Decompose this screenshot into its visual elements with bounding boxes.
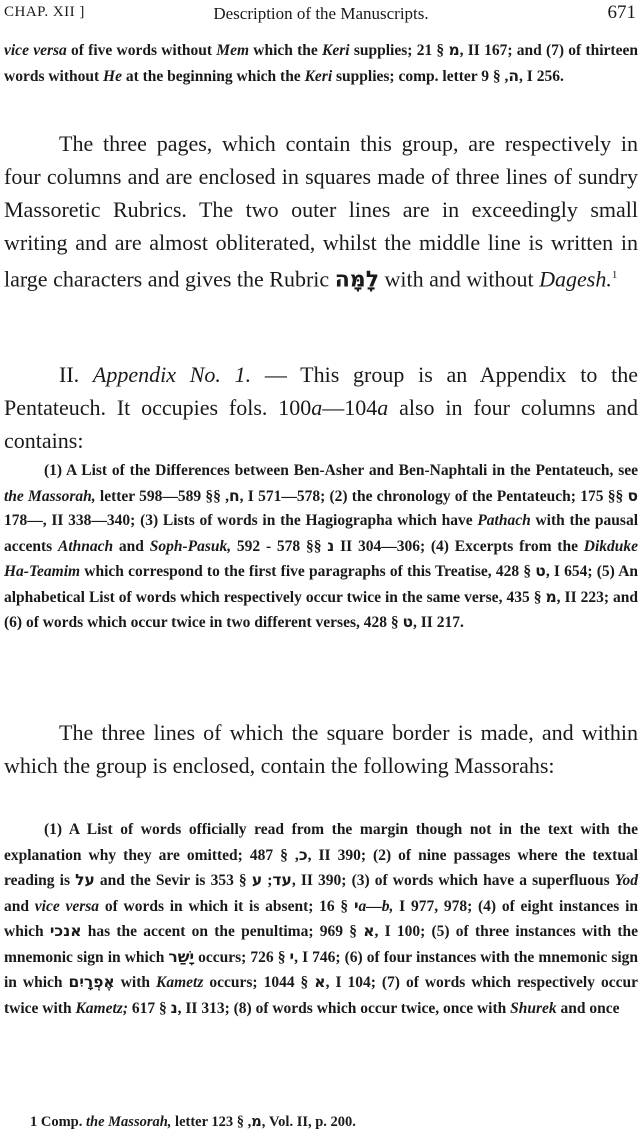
- running-title: Description of the Manuscripts.: [213, 4, 429, 23]
- paragraph-continuation: vice versa of five words without Mem which the Keri supplies; מ § 21, II 167; and (7) of thirteen words without He at the beginning which the Keri supplies; comp. letter ה, § 9, I 256.: [4, 41, 638, 85]
- paragraph-border-lines: The three lines of which the square border is made, and within which the group is enclosed, contain the following Massorahs:: [4, 720, 638, 778]
- paragraph-appendix-list: (1) A List of the Differences between Ben-Asher and Ben-Naphtali in the Pentateuch, see the Massorah, letter ח, §§ 589—598, I 571—578; (2) the chronology of the Pentateuch; ס §§ 175—178, II 338—340; (3) Lists of words in the Hagiographa which have Pathach with the pausal accents Athnach and Soph-Pasuk, נ §§ 578 - 592 II 304—306; (4) Excerpts from the Dikduke Ha-Teamim which correspond to the first five paragraphs of this Treatise, ט § 428, I 654; (5) An alphabetical List of words which respectively occur twice in the same verse, מ § 435, II 223; and (6) of words which occur twice in two different verses, ט § 428, II 217.: [4, 462, 639, 631]
- chapter-label: CHAP. XII ]: [4, 4, 85, 20]
- footnote: 1 Comp. the Massorah, letter מ, § 123, Vol. II, p. 200.: [30, 1114, 356, 1130]
- running-header: [4, 2, 638, 26]
- footnote-ref: 1: [611, 269, 618, 281]
- paragraph-massorah-list: (1) A List of words officially read from the margin though not in the text with the explanation why they are omitted; כ, § 487, II 390; (2) of nine passages where the textual reading is על and the Sevir is עד; ע § 353, II 390; (3) of words which have a superfluous Yod and vice versa of words in which it is absent; י § 16 a—b, I 977, 978; (4) of eight instances in which אנכי has the accent on the penultima; א § 969, I 100; (5) of three instances with the mnemonic sign in which יָשַׁר occurs; י § 726, I 746; (6) of four instances with the mnemonic sign in which אֶפְרָיִם with Kametz occurs; א § 1044, I 104; (7) of words which respectively occur twice with Kametz; נ § 617, II 313; (8) of words which occur twice, once with Shurek and once: [4, 821, 639, 1017]
- paragraph-appendix: II. Appendix No. 1. — This group is an Appendix to the Pentateuch. It occupies fols. 100a—104a also in four columns and contains:: [4, 362, 638, 453]
- paragraph-three-pages: The three pages, which contain this group, are respectively in four columns and are enclosed in squares made of three lines of sundry Massoretic Rubrics. The two outer lines are in exceedingly small writing and are almost obliterated, whilst the middle line is written in large characters and gives the Rubric לָמָּה with and without Dagesh.$^1$: [4, 131, 638, 293]
- page-number: 671: [607, 2, 636, 23]
